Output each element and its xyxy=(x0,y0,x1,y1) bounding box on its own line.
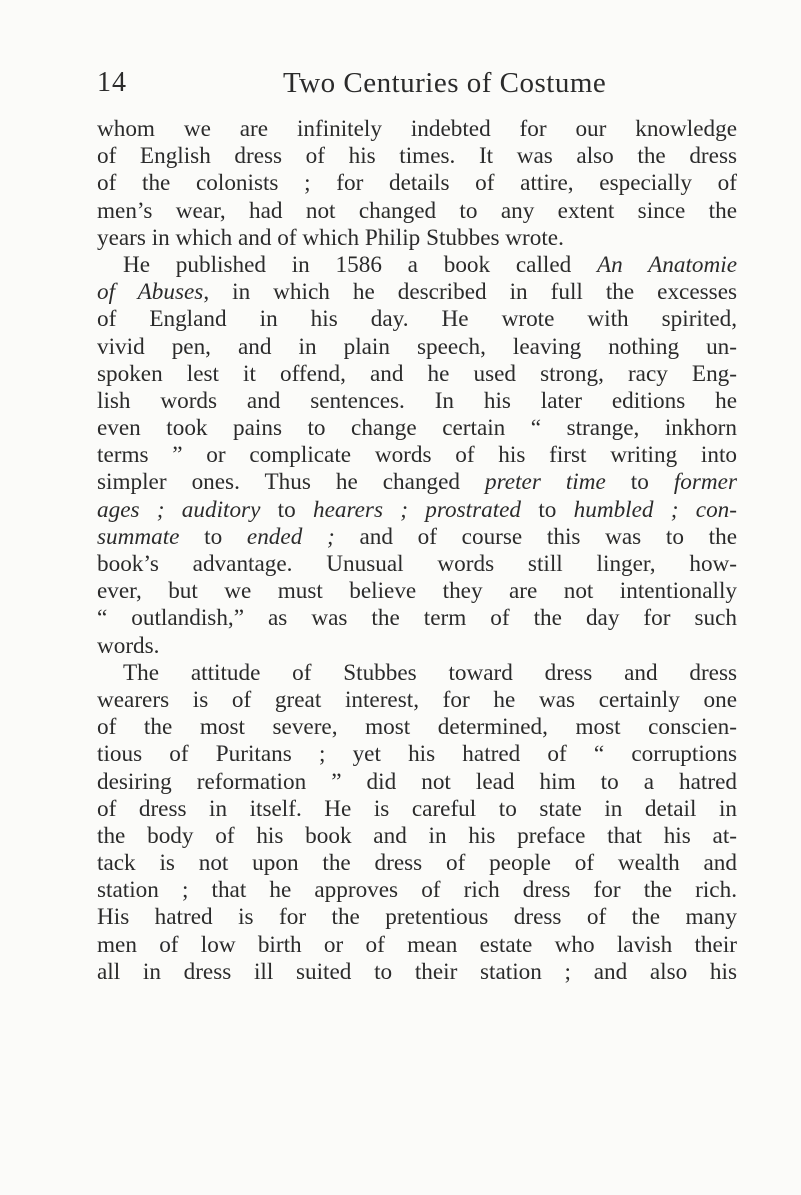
text-line: station ; that he approves of rich dress for the rich. xyxy=(97,877,737,904)
text-line: The attitude of Stubbes toward dress and dress xyxy=(123,659,737,686)
text-line: spoken lest it offend, and he used strong, racy Eng- xyxy=(97,360,737,387)
text-line: “ outlandish,” as was the term of the day for such xyxy=(97,605,737,632)
text-line: ages ; auditory to hearers ; prostrated to humbled ; con- xyxy=(97,496,737,523)
running-title: Two Centuries of Costume xyxy=(283,67,607,99)
text-line: book’s advantage. Unusual words still linger, how- xyxy=(97,551,737,577)
text-line: tious of Puritans ; yet his hatred of “ corruptions xyxy=(97,741,737,768)
body-text xyxy=(97,116,737,986)
text-line: desiring reformation ” did not lead him to a hatred xyxy=(97,768,737,795)
text-line: vivid pen, and in plain speech, leaving nothing un- xyxy=(97,333,737,360)
text-line: men’s wear, had not changed to any extent since the xyxy=(97,197,737,224)
text-line: terms ” or complicate words of his first writing into xyxy=(97,442,737,469)
text-line: of English dress of his times. It was also the dress xyxy=(97,143,737,170)
text-line: ever, but we must believe they are not intentionally xyxy=(97,578,737,605)
text-line: His hatred is for the pretentious dress of the many xyxy=(97,904,737,931)
text-line: lish words and sentences. In his later editions he xyxy=(97,387,737,414)
text-line: words. xyxy=(97,632,160,659)
text-line: whom we are infinitely indebted for our knowledge xyxy=(97,116,737,142)
text-line: of the colonists ; for details of attire, especially of xyxy=(97,170,737,197)
page-number: 14 xyxy=(97,67,127,98)
text-line: He published in 1586 a book called An Anatomie xyxy=(123,251,737,278)
text-line: tack is not upon the dress of people of wealth and xyxy=(97,850,737,877)
text-line: of Abuses, in which he described in full the excesses xyxy=(97,279,738,306)
text-line: simpler ones. Thus he changed preter time to former xyxy=(97,469,737,496)
text-line: wearers is of great interest, for he was certainly one xyxy=(97,686,737,713)
text-line: of dress in itself. He is careful to state in detail in xyxy=(97,795,737,822)
text-line: of the most severe, most determined, most conscien- xyxy=(97,714,737,741)
page-header xyxy=(0,67,801,107)
text-line: all in dress ill suited to their station ; and also his xyxy=(97,958,737,985)
text-line: even took pains to change certain “ strange, inkhorn xyxy=(97,415,737,442)
text-line: summate to ended ; and of course this was to the xyxy=(97,523,737,550)
text-line: years in which and of which Philip Stubbes wrote. xyxy=(97,224,564,251)
text-line: men of low birth or of mean estate who lavish their xyxy=(97,931,737,958)
text-line: the body of his book and in his preface that his at- xyxy=(97,822,737,849)
text-line: of England in his day. He wrote with spirited, xyxy=(97,306,737,333)
